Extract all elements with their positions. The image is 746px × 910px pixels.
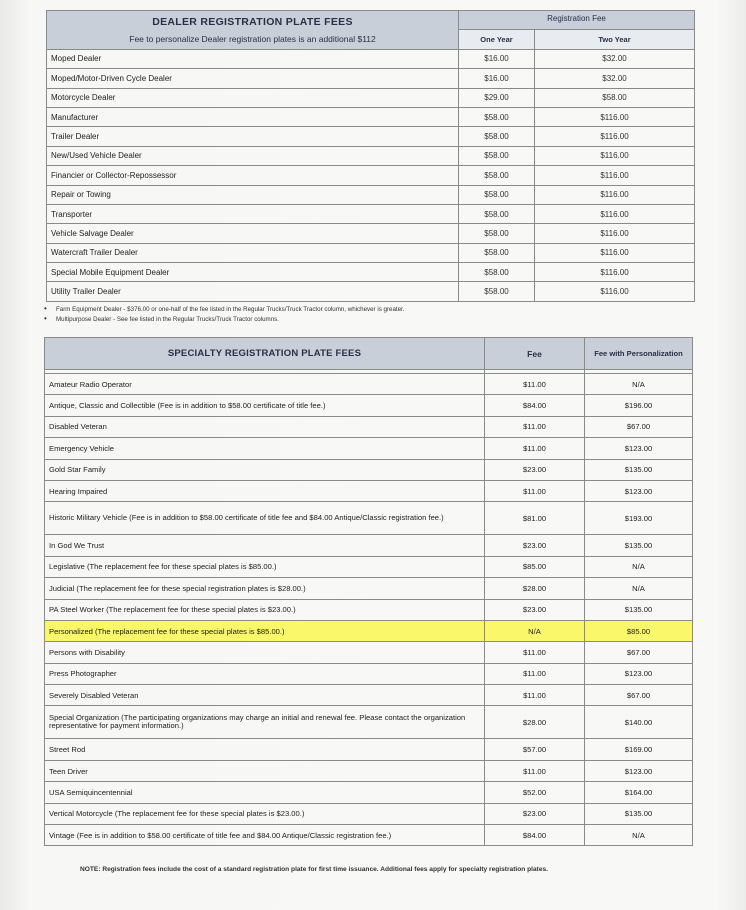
personalization-fee-cell: $135.00 (585, 459, 693, 480)
plate-type-cell: Personalized (The replacement fee for these special plates is $85.00.) (45, 620, 485, 641)
plate-type-cell: Antique, Classic and Collectible (Fee is in addition to $58.00 certificate of title fee.) (45, 395, 485, 416)
two-year-fee-cell: $116.00 (535, 146, 695, 165)
personalization-fee-cell: $85.00 (585, 620, 693, 641)
personalization-fee-cell: $164.00 (585, 782, 693, 803)
fee-cell: $85.00 (485, 556, 585, 577)
specialty-fee-table (44, 337, 693, 846)
note-text: Multipurpose Dealer - See fee listed in the Regular Trucks/Truck Tractor columns. (56, 316, 279, 323)
table-row (45, 480, 693, 501)
plate-type-cell: Persons with Disability (45, 642, 485, 663)
plate-type-cell: PA Steel Worker (The replacement fee for these special plates is $23.00.) (45, 599, 485, 620)
two-year-fee-cell: $32.00 (535, 69, 695, 88)
specialty-table-title: SPECIALTY REGISTRATION PLATE FEES (45, 338, 485, 370)
registration-footnote: NOTE: Registration fees include the cost of a standard registration plate for first time issuance. Additional fees apply for specialty registration plates. (80, 866, 549, 873)
bullet-icon: • (44, 304, 47, 313)
table-row (47, 88, 695, 107)
one-year-fee-cell: $16.00 (459, 69, 535, 88)
plate-type-cell: Vertical Motorcycle (The replacement fee for these special plates is $23.00.) (45, 803, 485, 824)
two-year-fee-cell: $116.00 (535, 263, 695, 282)
table-row (45, 782, 693, 803)
two-year-fee-cell: $116.00 (535, 204, 695, 223)
personalization-fee-cell: $123.00 (585, 663, 693, 684)
plate-type-cell: USA Semiquincentennial (45, 782, 485, 803)
two-year-fee-cell: $116.00 (535, 282, 695, 301)
table-row (45, 459, 693, 480)
note-item (44, 314, 405, 324)
one-year-fee-cell: $58.00 (459, 243, 535, 262)
table-row (45, 739, 693, 760)
two-year-fee-cell: $58.00 (535, 88, 695, 107)
table-row (47, 185, 695, 204)
dealer-type-cell: Utility Trailer Dealer (47, 282, 459, 301)
personalization-fee-cell: $67.00 (585, 642, 693, 663)
table-row (45, 760, 693, 781)
note-item (44, 304, 405, 314)
dealer-type-cell: Manufacturer (47, 107, 459, 126)
fee-cell: $84.00 (485, 395, 585, 416)
one-year-fee-cell: $58.00 (459, 127, 535, 146)
table-row (47, 69, 695, 88)
table-row (47, 107, 695, 126)
one-year-fee-cell: $58.00 (459, 263, 535, 282)
plate-type-cell: Historic Military Vehicle (Fee is in addition to $58.00 certificate of title fee and $84.00 Antique/Classic registration fee.) (45, 502, 485, 535)
fee-cell: $23.00 (485, 535, 585, 556)
two-year-fee-cell: $116.00 (535, 243, 695, 262)
table-row (47, 49, 695, 68)
fee-cell: $11.00 (485, 685, 585, 706)
personalization-fee-header: Fee with Personalization (585, 338, 693, 370)
one-year-fee-cell: $16.00 (459, 49, 535, 68)
personalization-fee-cell: N/A (585, 374, 693, 395)
fee-header: Fee (485, 338, 585, 370)
two-year-fee-cell: $116.00 (535, 107, 695, 126)
dealer-table-subtitle: Fee to personalize Dealer registration plates is an additional $112 (47, 30, 459, 49)
fee-cell: $23.00 (485, 803, 585, 824)
two-year-fee-cell: $116.00 (535, 166, 695, 185)
table-row (45, 578, 693, 599)
table-row (45, 374, 693, 395)
dealer-notes (44, 304, 405, 324)
fee-cell: N/A (485, 620, 585, 641)
two-year-fee-cell: $116.00 (535, 127, 695, 146)
dealer-table-title: DEALER REGISTRATION PLATE FEES (47, 11, 459, 30)
dealer-fee-table (46, 10, 695, 302)
two-year-fee-cell: $116.00 (535, 185, 695, 204)
fee-cell: $11.00 (485, 760, 585, 781)
plate-type-cell: Street Rod (45, 739, 485, 760)
personalization-fee-cell: N/A (585, 578, 693, 599)
fee-cell: $28.00 (485, 706, 585, 739)
table-row (45, 502, 693, 535)
fee-cell: $23.00 (485, 459, 585, 480)
table-row (45, 416, 693, 437)
fee-cell: $52.00 (485, 782, 585, 803)
table-row (45, 825, 693, 846)
personalization-fee-cell: $123.00 (585, 438, 693, 459)
table-row (47, 263, 695, 282)
plate-type-cell: Disabled Veteran (45, 416, 485, 437)
bullet-icon: • (44, 314, 47, 323)
personalization-fee-cell: $135.00 (585, 803, 693, 824)
two-year-fee-cell: $32.00 (535, 49, 695, 68)
table-row (45, 803, 693, 824)
fee-cell: $57.00 (485, 739, 585, 760)
plate-type-cell: Gold Star Family (45, 459, 485, 480)
fee-cell: $11.00 (485, 663, 585, 684)
one-year-fee-cell: $58.00 (459, 204, 535, 223)
dealer-type-cell: Moped/Motor-Driven Cycle Dealer (47, 69, 459, 88)
table-row (45, 620, 693, 641)
dealer-type-cell: Motorcycle Dealer (47, 88, 459, 107)
plate-type-cell: Severely Disabled Veteran (45, 685, 485, 706)
table-row (47, 127, 695, 146)
dealer-type-cell: Moped Dealer (47, 49, 459, 68)
table-row (47, 224, 695, 243)
table-row (45, 685, 693, 706)
table-row (47, 146, 695, 165)
personalization-fee-cell: $196.00 (585, 395, 693, 416)
personalization-fee-cell: $123.00 (585, 760, 693, 781)
fee-cell: $11.00 (485, 642, 585, 663)
plate-type-cell: Judicial (The replacement fee for these special registration plates is $28.00.) (45, 578, 485, 599)
one-year-fee-cell: $58.00 (459, 282, 535, 301)
fee-cell: $23.00 (485, 599, 585, 620)
dealer-type-cell: Special Mobile Equipment Dealer (47, 263, 459, 282)
table-row (45, 599, 693, 620)
fee-cell: $11.00 (485, 438, 585, 459)
fee-cell: $11.00 (485, 480, 585, 501)
one-year-fee-cell: $58.00 (459, 185, 535, 204)
table-row (45, 556, 693, 577)
two-year-header: Two Year (535, 30, 695, 49)
fee-cell: $84.00 (485, 825, 585, 846)
table-row (45, 438, 693, 459)
dealer-type-cell: Trailer Dealer (47, 127, 459, 146)
fee-cell: $11.00 (485, 374, 585, 395)
table-row (45, 395, 693, 416)
dealer-type-cell: Financier or Collector-Repossessor (47, 166, 459, 185)
personalization-fee-cell: $135.00 (585, 599, 693, 620)
dealer-type-cell: New/Used Vehicle Dealer (47, 146, 459, 165)
dealer-type-cell: Vehicle Salvage Dealer (47, 224, 459, 243)
plate-type-cell: Teen Driver (45, 760, 485, 781)
table-row (47, 243, 695, 262)
table-row (47, 166, 695, 185)
plate-type-cell: Legislative (The replacement fee for these special plates is $85.00.) (45, 556, 485, 577)
plate-type-cell: Vintage (Fee is in addition to $58.00 certificate of title fee and $84.00 Antique/Classic registration fee.) (45, 825, 485, 846)
dealer-type-cell: Transporter (47, 204, 459, 223)
table-row (45, 706, 693, 739)
table-row (45, 535, 693, 556)
table-row (45, 663, 693, 684)
dealer-table-body (47, 49, 695, 301)
fee-cell: $81.00 (485, 502, 585, 535)
personalization-fee-cell: $169.00 (585, 739, 693, 760)
fee-cell: $11.00 (485, 416, 585, 437)
registration-fee-header: Registration Fee (459, 11, 695, 30)
table-row (47, 282, 695, 301)
one-year-fee-cell: $58.00 (459, 224, 535, 243)
plate-type-cell: Special Organization (The participating organizations may charge an initial and renewal fee. Please contact the organization representative for payment information.) (45, 706, 485, 739)
two-year-fee-cell: $116.00 (535, 224, 695, 243)
note-text: Farm Equipment Dealer - $376.00 or one-half of the fee listed in the Regular Trucks/Truck Tractor column, whichever is greater. (56, 306, 405, 313)
dealer-type-cell: Watercraft Trailer Dealer (47, 243, 459, 262)
plate-type-cell: In God We Trust (45, 535, 485, 556)
personalization-fee-cell: $67.00 (585, 685, 693, 706)
personalization-fee-cell: $140.00 (585, 706, 693, 739)
personalization-fee-cell: $67.00 (585, 416, 693, 437)
specialty-table-body (45, 374, 693, 846)
one-year-fee-cell: $29.00 (459, 88, 535, 107)
plate-type-cell: Emergency Vehicle (45, 438, 485, 459)
dealer-type-cell: Repair or Towing (47, 185, 459, 204)
plate-type-cell: Amateur Radio Operator (45, 374, 485, 395)
personalization-fee-cell: $123.00 (585, 480, 693, 501)
plate-type-cell: Hearing Impaired (45, 480, 485, 501)
table-row (47, 204, 695, 223)
plate-type-cell: Press Photographer (45, 663, 485, 684)
one-year-fee-cell: $58.00 (459, 146, 535, 165)
table-row (45, 642, 693, 663)
one-year-header: One Year (459, 30, 535, 49)
personalization-fee-cell: $193.00 (585, 502, 693, 535)
personalization-fee-cell: N/A (585, 556, 693, 577)
personalization-fee-cell: N/A (585, 825, 693, 846)
personalization-fee-cell: $135.00 (585, 535, 693, 556)
one-year-fee-cell: $58.00 (459, 107, 535, 126)
one-year-fee-cell: $58.00 (459, 166, 535, 185)
fee-cell: $28.00 (485, 578, 585, 599)
